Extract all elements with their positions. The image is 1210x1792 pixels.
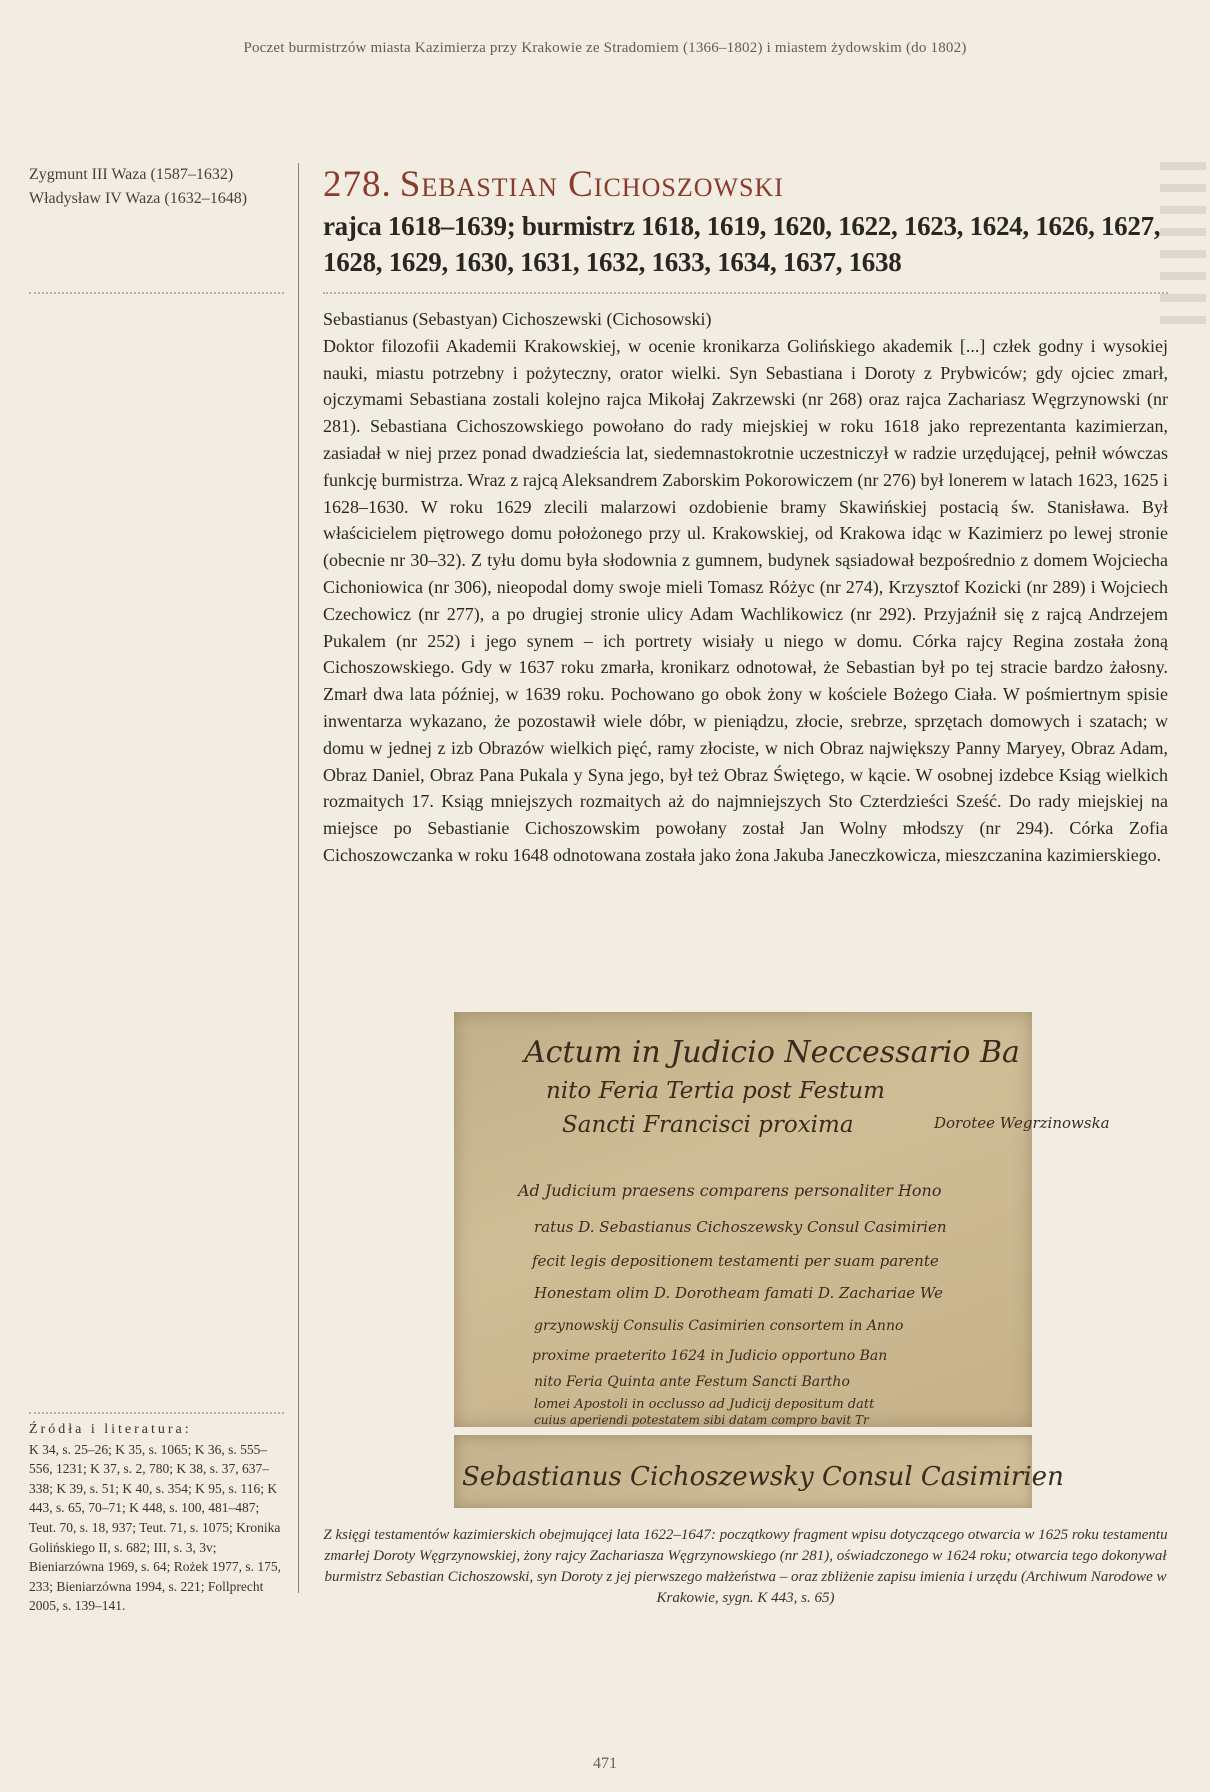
biography <box>323 306 1168 869</box>
running-header: Poczet burmistrzów miasta Kazimierza przy Krakowie ze Stradomiem (1366–1802) i miastem żydowskim (do 1802) <box>243 40 967 56</box>
reign-item: Władysław IV Waza (1632–1648) <box>29 190 248 207</box>
ms-line: proxime praeterito 1624 in Judicio opportuno Ban <box>532 1348 888 1364</box>
ms-line: Ad Judicium praesens comparens personaliter Hono <box>518 1181 942 1200</box>
reign-list <box>29 163 284 211</box>
ms-line: lomei Apostoli in occlusso ad Judicij depositum datt <box>534 1397 875 1412</box>
entry-title <box>323 164 1168 206</box>
sources <box>29 1420 286 1616</box>
entry-heading <box>323 164 1168 280</box>
name-variants: Sebastianus (Sebastyan) Cichoszewski (Cichosowski) <box>323 309 712 329</box>
sources-text: K 34, s. 25–26; K 35, s. 1065; K 36, s. 555–556, 1231; K 37, s. 2, 780; K 38, s. 37, 637–338; K 39, s. 51; K 40, s. 354; K 95, s. 116; K 443, s. 65, 70–71; K 448, s. 100, 481–487; Teut. 70, s. 18, 937; Teut. 71, s. 1075; Kronika Golińskiego II, s. 682; III, s. 3, 3v; Bieniarzówna 1969, s. 64; Rożek 1977, s. 175, 233; Bieniarzówna 1994, s. 221; Follprecht 2005, s. 139–141. <box>29 1441 281 1614</box>
ms-line: Honestam olim D. Dorotheam famati D. Zachariae We <box>534 1284 943 1302</box>
manuscript-detail-image <box>454 1435 1064 1508</box>
manuscript-figure <box>454 1012 1110 1508</box>
page-number: 471 <box>593 1755 617 1772</box>
ms-line: cuius aperiendi potestatem sibi datam compro bavit Tr <box>534 1413 869 1427</box>
column-rule <box>298 163 299 1593</box>
ms-line: fecit legis depositionem testamenti per suam parente <box>532 1252 939 1270</box>
ms-line: nito Feria Tertia post Festum <box>546 1078 885 1104</box>
reign-item: Zygmunt III Waza (1587–1632) <box>29 166 234 183</box>
entry-name: Sebastian Cichoszowski <box>399 164 784 205</box>
figure-caption: Z księgi testamentów kazimierskich obejmującej lata 1622–1647: początkowy fragment wpisu dotyczącego otwarcia w 1625 roku testamentu zmarłej Doroty Węgrzynowskiej, żony rajcy Zachariasza Węgrzynowskiego (nr 281), oświadczonego w 1624 roku; otwarcia tego dokonywał burmistrz Sebastian Cichoszowski, syn Doroty z jej pierwszego małżeństwa – oraz zbliżenie zapisu imienia i urzędu (Archiwum Narodowe w Krakowie, sygn. K 443, s. 65) <box>323 1527 1168 1606</box>
ms-line: Sancti Francisci proxima <box>562 1112 854 1138</box>
ms-margin-note: Dorotee Wegrzinowska <box>934 1114 1110 1132</box>
separator <box>29 292 284 294</box>
ms-line: grzynowskij Consulis Casimirien consortem in Anno <box>534 1318 904 1334</box>
separator <box>29 1412 284 1414</box>
ms-line: ratus D. Sebastianus Cichoszewsky Consul Casimirien <box>534 1218 947 1236</box>
sources-heading: Źródła i literatura: <box>29 1422 192 1437</box>
separator <box>323 292 1168 294</box>
entry-offices: rajca 1618–1639; burmistrz 1618, 1619, 1620, 1622, 1623, 1624, 1626, 1627, 1628, 1629, 1630, 1631, 1632, 1633, 1634, 1637, 1638 <box>323 211 1161 277</box>
biography-text: Doktor filozofii Akademii Krakowskiej, w ocenie kronikarza Golińskiego akademik [...] człek godny i wysokiej nauki, miastu potrzebny i pożyteczny, orator wielki. Syn Sebastiana i Doroty z Prybwiców; gdy ojciec zmarł, ojczymami Sebastiana zostali kolejno rajca Mikołaj Zakrzewski (nr 268) oraz rajca Zachariasz Węgrzynowski (nr 281). Sebastiana Cichoszowskiego powołano do rady miejskiej w roku 1618 jako reprezentanta kazimierzan, zasiadał w niej przez ponad dwadzieścia lat, siedemnastokrotnie uczestniczył w radzie urzędującej, pełnił wówczas funkcję burmistrza. Wraz z rajcą Aleksandrem Zaborskim Pokorowiczem (nr 276) był lonerem w latach 1623, 1625 i 1628–1630. W roku 1629 zlecili malarzowi ozdobienie bramy Skawińskiej postacią św. Stanisława. Był właścicielem piętrowego domu położonego przy ul. Krakowskiej, od Krakowa idąc w Kazimierz po lewej stronie (obecnie nr 30–32). Z tyłu domu była słodownia z gumnem, budynek sąsiadował bezpośrednio z domem Wojciecha Cichoniowica (nr 306), nieopodal domy swoje mieli Tomasz Różyc (nr 274), Krzysztof Kozicki (nr 289) i Wojciech Czechowicz (nr 277), a po drugiej stronie ulicy Adam Wachlikowicz (nr 292). Przyjaźnił się z rajcą Andrzejem Pukalem (nr 252) i jego synem – ich portrety wisiały u niego w domu. Córka rajcy Regina została żoną Cichoszowskiego. Gdy w 1637 roku zmarła, kronikarz odnotował, że Sebastian był po tej stracie bardzo żałosny. Zmarł dwa lata później, w 1639 roku. Pochowano go obok żony w kościele Bożego Ciała. W pośmiertnym spisie inwentarza wykazano, że pozostawił wiele dóbr, w pieniądzu, złocie, srebrze, sprzętach domowych i szatach; w domu w jednej z izb Obrazów wielkich pięć, ramy złociste, w nich Obraz największy Panny Maryey, Obraz Adam, Obraz Daniel, Obraz Pana Pukala y Syna jego, był też Obraz Świętego, w kącie. W osobnej izdebce Ksiąg wielkich rozmaitych 17. Ksiąg mniejszych rozmaitych aż do najmniejszych Sto Czterdzieści Sześć. Do rady miejskiej na miejsce po Sebastianie Cichoszowskim powołany został Jan Wolny młodszy (nr 294). Córka Zofia Cichoszowczanka w roku 1648 odnotowana została jako żona Jakuba Janeczkowicza, mieszczanina kazimierskiego. <box>323 335 1168 865</box>
ms-line: nito Feria Quinta ante Festum Sancti Bartho <box>534 1374 850 1390</box>
ms-line: Actum in Judicio Neccessario Ba <box>524 1035 1020 1070</box>
entry-number: 278. <box>323 164 392 205</box>
ms-strip-text: Sebastianus Cichoszewsky Consul Casimirien <box>462 1462 1064 1492</box>
manuscript-image <box>454 1012 1110 1427</box>
